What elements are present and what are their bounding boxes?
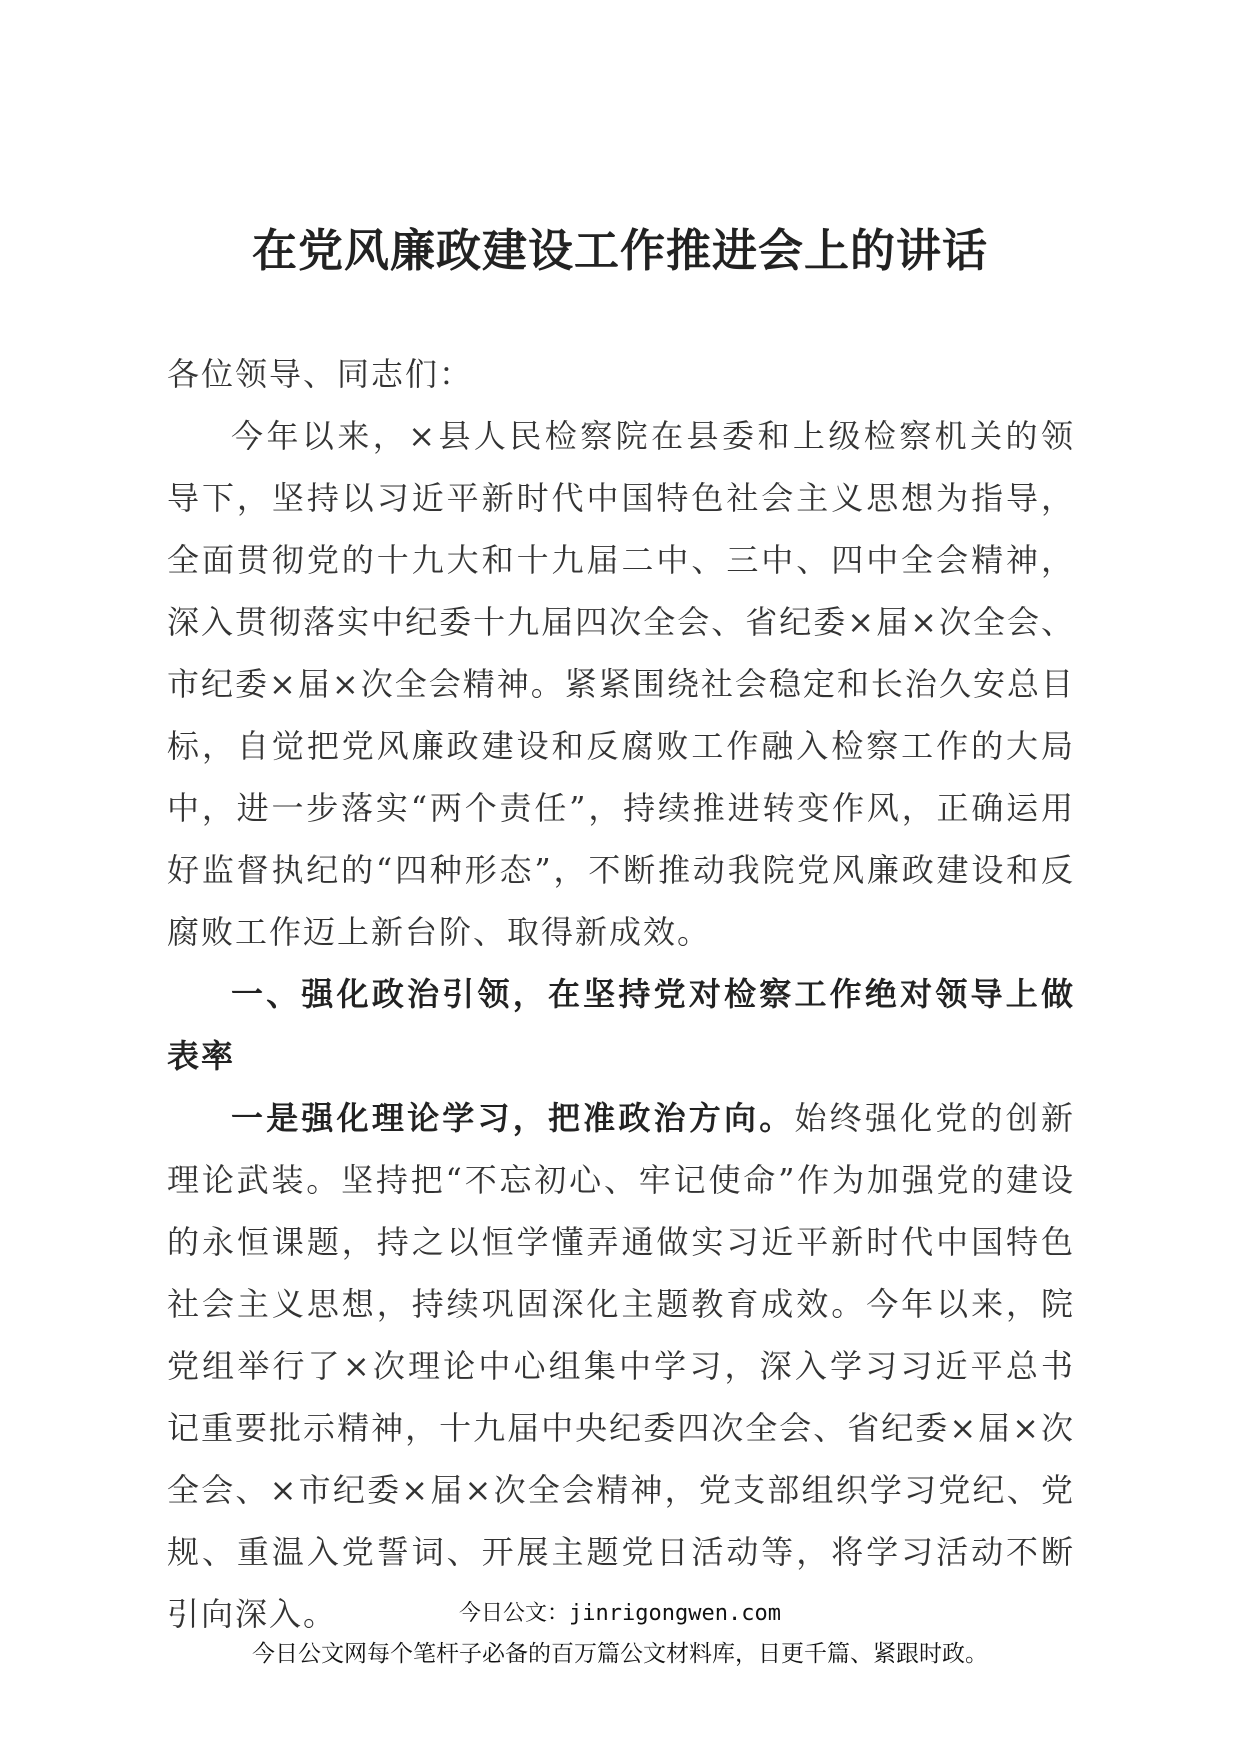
paragraph-body-text: 始终强化党的创新理论武装。坚持把“不忘初心、牢记使命”作为加强党的建设的永恒课题，持之以恒学懂弄通做实习近平新时代中国特色社会主义思想，持续巩固深化主题教育成效。今年以来，院党组举行了×次理论中心组集中学习，深入学习习近平总书记重要批示精神，十九届中央纪委四次全会、省纪委×届×次全会、×市纪委×届×次全会精神，党支部组织学习党纪、党规、重温入党誓词、开展主题党日活动等，将学习活动不断引向深入。 — [167, 1099, 1075, 1633]
paragraph-lead-sentence: 一是强化理论学习，把准政治方向。 — [231, 1099, 795, 1137]
footer-site-link[interactable]: jinrigongwen.com — [569, 1601, 781, 1626]
salutation: 各位领导、同志们： — [167, 355, 474, 393]
document-title: 在党风廉政建设工作推进会上的讲话 — [251, 224, 988, 277]
section-heading-1: 一、强化政治引领，在坚持党对检察工作绝对领导上做表率 — [167, 975, 1075, 1075]
intro-paragraph: 今年以来，×县人民检察院在县委和上级检察机关的领导下，坚持以习近平新时代中国特色社会主义思想为指导，全面贯彻党的十九大和十九届二中、三中、四中全会精神，深入贯彻落实中纪委十九届四次全会、省纪委×届×次全会、市纪委×届×次全会精神。紧紧围绕社会稳定和长治久安总目标，自觉把党风廉政建设和反腐败工作融入检察工作的大局中，进一步落实“两个责任”，持续推进转变作风，正确运用好监督执纪的“四种形态”，不断推动我院党风廉政建设和反腐败工作迈上新台阶、取得新成效。 — [167, 417, 1075, 951]
footer-site-label: 今日公文： — [459, 1601, 570, 1626]
document-body — [167, 343, 1075, 1645]
footer-slogan: 今日公文网每个笔杆子必备的百万篇公文材料库，日更千篇、紧跟时政。 — [252, 1641, 988, 1667]
section1-paragraph-1 — [167, 1087, 1075, 1645]
footer — [0, 1596, 1240, 1672]
footer-site-line — [0, 1596, 1240, 1632]
